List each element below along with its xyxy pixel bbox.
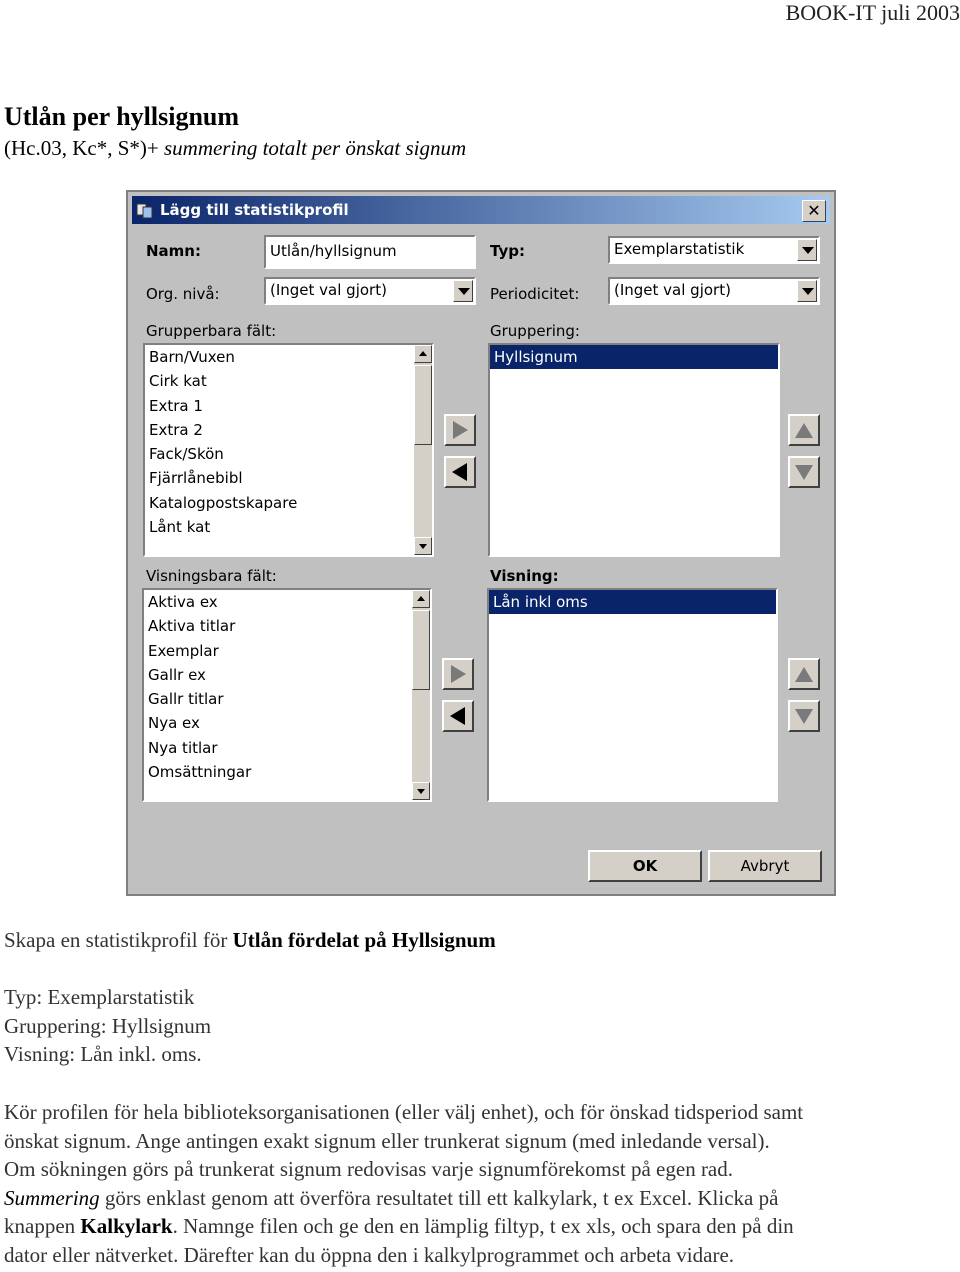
intro-line (4, 928, 496, 953)
instructions-paragraph (4, 1098, 956, 1269)
grouping-line: Gruppering: Hyllsignum (4, 1014, 212, 1038)
list-item[interactable]: Fack/Skön (149, 445, 224, 464)
type-line: Typ: Exemplarstatistik (4, 985, 195, 1009)
groupable-fields-list[interactable] (143, 343, 434, 557)
scroll-thumb[interactable] (414, 365, 432, 445)
chevron-down-icon[interactable] (797, 239, 817, 261)
list-item[interactable]: Extra 1 (149, 396, 203, 415)
periodicity-value: (Inget val gjort) (614, 281, 731, 299)
instructions-line-4 (4, 1184, 956, 1213)
list-item[interactable]: Lån inkl oms (489, 590, 776, 614)
org-level-label: Org. nivå: (146, 285, 220, 303)
move-down-grouping-button[interactable] (788, 456, 820, 488)
viewable-fields-list[interactable] (142, 588, 432, 802)
view-label: Visning: (490, 567, 559, 585)
document-subtitle (4, 136, 466, 161)
list-item[interactable]: Cirk kat (149, 372, 207, 391)
instructions-line-5 (4, 1212, 956, 1241)
view-list[interactable] (487, 588, 778, 802)
ok-button[interactable]: OK (588, 850, 702, 882)
type-dropdown[interactable] (608, 236, 820, 264)
instructions-line-3: Om sökningen görs på trunkerat signum redovisas varje signumförekomst på egen rad. (4, 1157, 734, 1181)
subtitle-code: (Hc.03, Kc*, S*)+ (4, 136, 164, 160)
type-label: Typ: (490, 242, 525, 260)
arrow-up-icon (795, 423, 813, 438)
org-level-dropdown[interactable] (264, 277, 476, 305)
groupable-scrollbar[interactable] (414, 345, 432, 555)
groupable-fields-label: Grupperbara fält: (146, 322, 277, 340)
org-level-value: (Inget val gjort) (270, 281, 387, 299)
list-item[interactable]: Katalogpostskapare (149, 493, 298, 512)
summering-italic: Summering (4, 1185, 100, 1210)
close-icon: ✕ (807, 201, 821, 220)
type-value: Exemplarstatistik (614, 240, 745, 258)
list-item[interactable]: Extra 2 (149, 420, 203, 439)
close-button[interactable] (802, 200, 826, 222)
periodicity-dropdown[interactable] (608, 277, 820, 305)
instructions-line-1: Kör profilen för hela biblioteksorganisationen (eller välj enhet), och för önskad tidsperiod samt (4, 1100, 804, 1124)
add-view-button[interactable] (442, 658, 474, 690)
arrow-left-icon (452, 463, 467, 481)
arrow-left-icon (450, 707, 465, 725)
grouping-label: Gruppering: (490, 322, 580, 340)
add-statistics-profile-dialog (126, 190, 836, 896)
cancel-button[interactable]: Avbryt (708, 850, 822, 882)
remove-grouping-button[interactable] (444, 456, 476, 488)
arrow-right-icon (453, 421, 468, 439)
list-item[interactable]: Gallr ex (148, 665, 206, 684)
move-up-grouping-button[interactable] (788, 414, 820, 446)
list-item[interactable]: Gallr titlar (148, 690, 224, 709)
arrow-right-icon (451, 665, 466, 683)
viewable-scrollbar[interactable] (412, 590, 430, 800)
view-line: Visning: Lån inkl. oms. (4, 1042, 202, 1066)
scroll-down-icon[interactable] (412, 782, 430, 800)
add-grouping-button[interactable] (444, 414, 476, 446)
line4-rest: görs enklast genom att överföra resultatet till ett kalkylark, t ex Excel. Klicka på (99, 1185, 779, 1210)
grouping-list[interactable] (488, 343, 780, 557)
list-item[interactable]: Nya titlar (148, 738, 218, 757)
dialog-title: Lägg till statistikprofil (160, 201, 349, 219)
arrow-down-icon (795, 465, 813, 480)
instructions-line-2: önskat signum. Ange antingen exakt signum eller trunkerat signum (med inledande versal). (4, 1128, 770, 1153)
document-title: Utlån per hyllsignum (4, 102, 240, 131)
list-item[interactable]: Fjärrlånebibl (149, 469, 243, 488)
scroll-up-icon[interactable] (414, 345, 432, 363)
line5-plain: knappen (4, 1214, 81, 1238)
name-field[interactable]: Utlån/hyllsignum (264, 235, 476, 269)
list-item[interactable]: Aktiva titlar (148, 617, 236, 636)
periodicity-label: Periodicitet: (490, 285, 580, 303)
list-item[interactable]: Exemplar (148, 641, 219, 660)
list-item[interactable]: Barn/Vuxen (149, 348, 235, 366)
remove-view-button[interactable] (442, 700, 474, 732)
name-label: Namn: (146, 242, 201, 260)
scroll-thumb[interactable] (412, 610, 430, 690)
move-up-view-button[interactable] (788, 658, 820, 690)
move-down-view-button[interactable] (788, 700, 820, 732)
arrow-down-icon (795, 709, 813, 724)
list-item[interactable]: Lånt kat (149, 518, 211, 537)
scroll-up-icon[interactable] (412, 590, 430, 608)
chevron-down-icon[interactable] (797, 280, 817, 302)
list-item[interactable]: Hyllsignum (490, 345, 778, 369)
kalkylark-bold: Kalkylark (80, 1214, 173, 1238)
app-icon (136, 201, 154, 219)
intro-plain: Skapa en statistikprofil för (4, 928, 233, 952)
page-header: BOOK-IT juli 2003 (785, 0, 960, 25)
dialog-titlebar (132, 196, 830, 224)
list-item[interactable]: Aktiva ex (148, 593, 218, 611)
instructions-line-6: dator eller nätverket. Därefter kan du öppna den i kalkylprogrammet och arbeta vidare. (4, 1242, 735, 1267)
viewable-fields-label: Visningsbara fält: (146, 567, 277, 585)
chevron-down-icon[interactable] (453, 280, 473, 302)
list-item[interactable]: Nya ex (148, 714, 200, 733)
line5-rest: . Namnge filen och ge den en lämplig filtyp, t ex xls, och spara den på din (172, 1214, 794, 1238)
arrow-up-icon (795, 667, 813, 682)
scroll-down-icon[interactable] (414, 537, 432, 555)
list-item[interactable]: Omsättningar (148, 763, 252, 782)
intro-bold: Utlån fördelat på Hyllsignum (232, 928, 496, 952)
subtitle-italic: summering totalt per önskat signum (163, 136, 467, 160)
